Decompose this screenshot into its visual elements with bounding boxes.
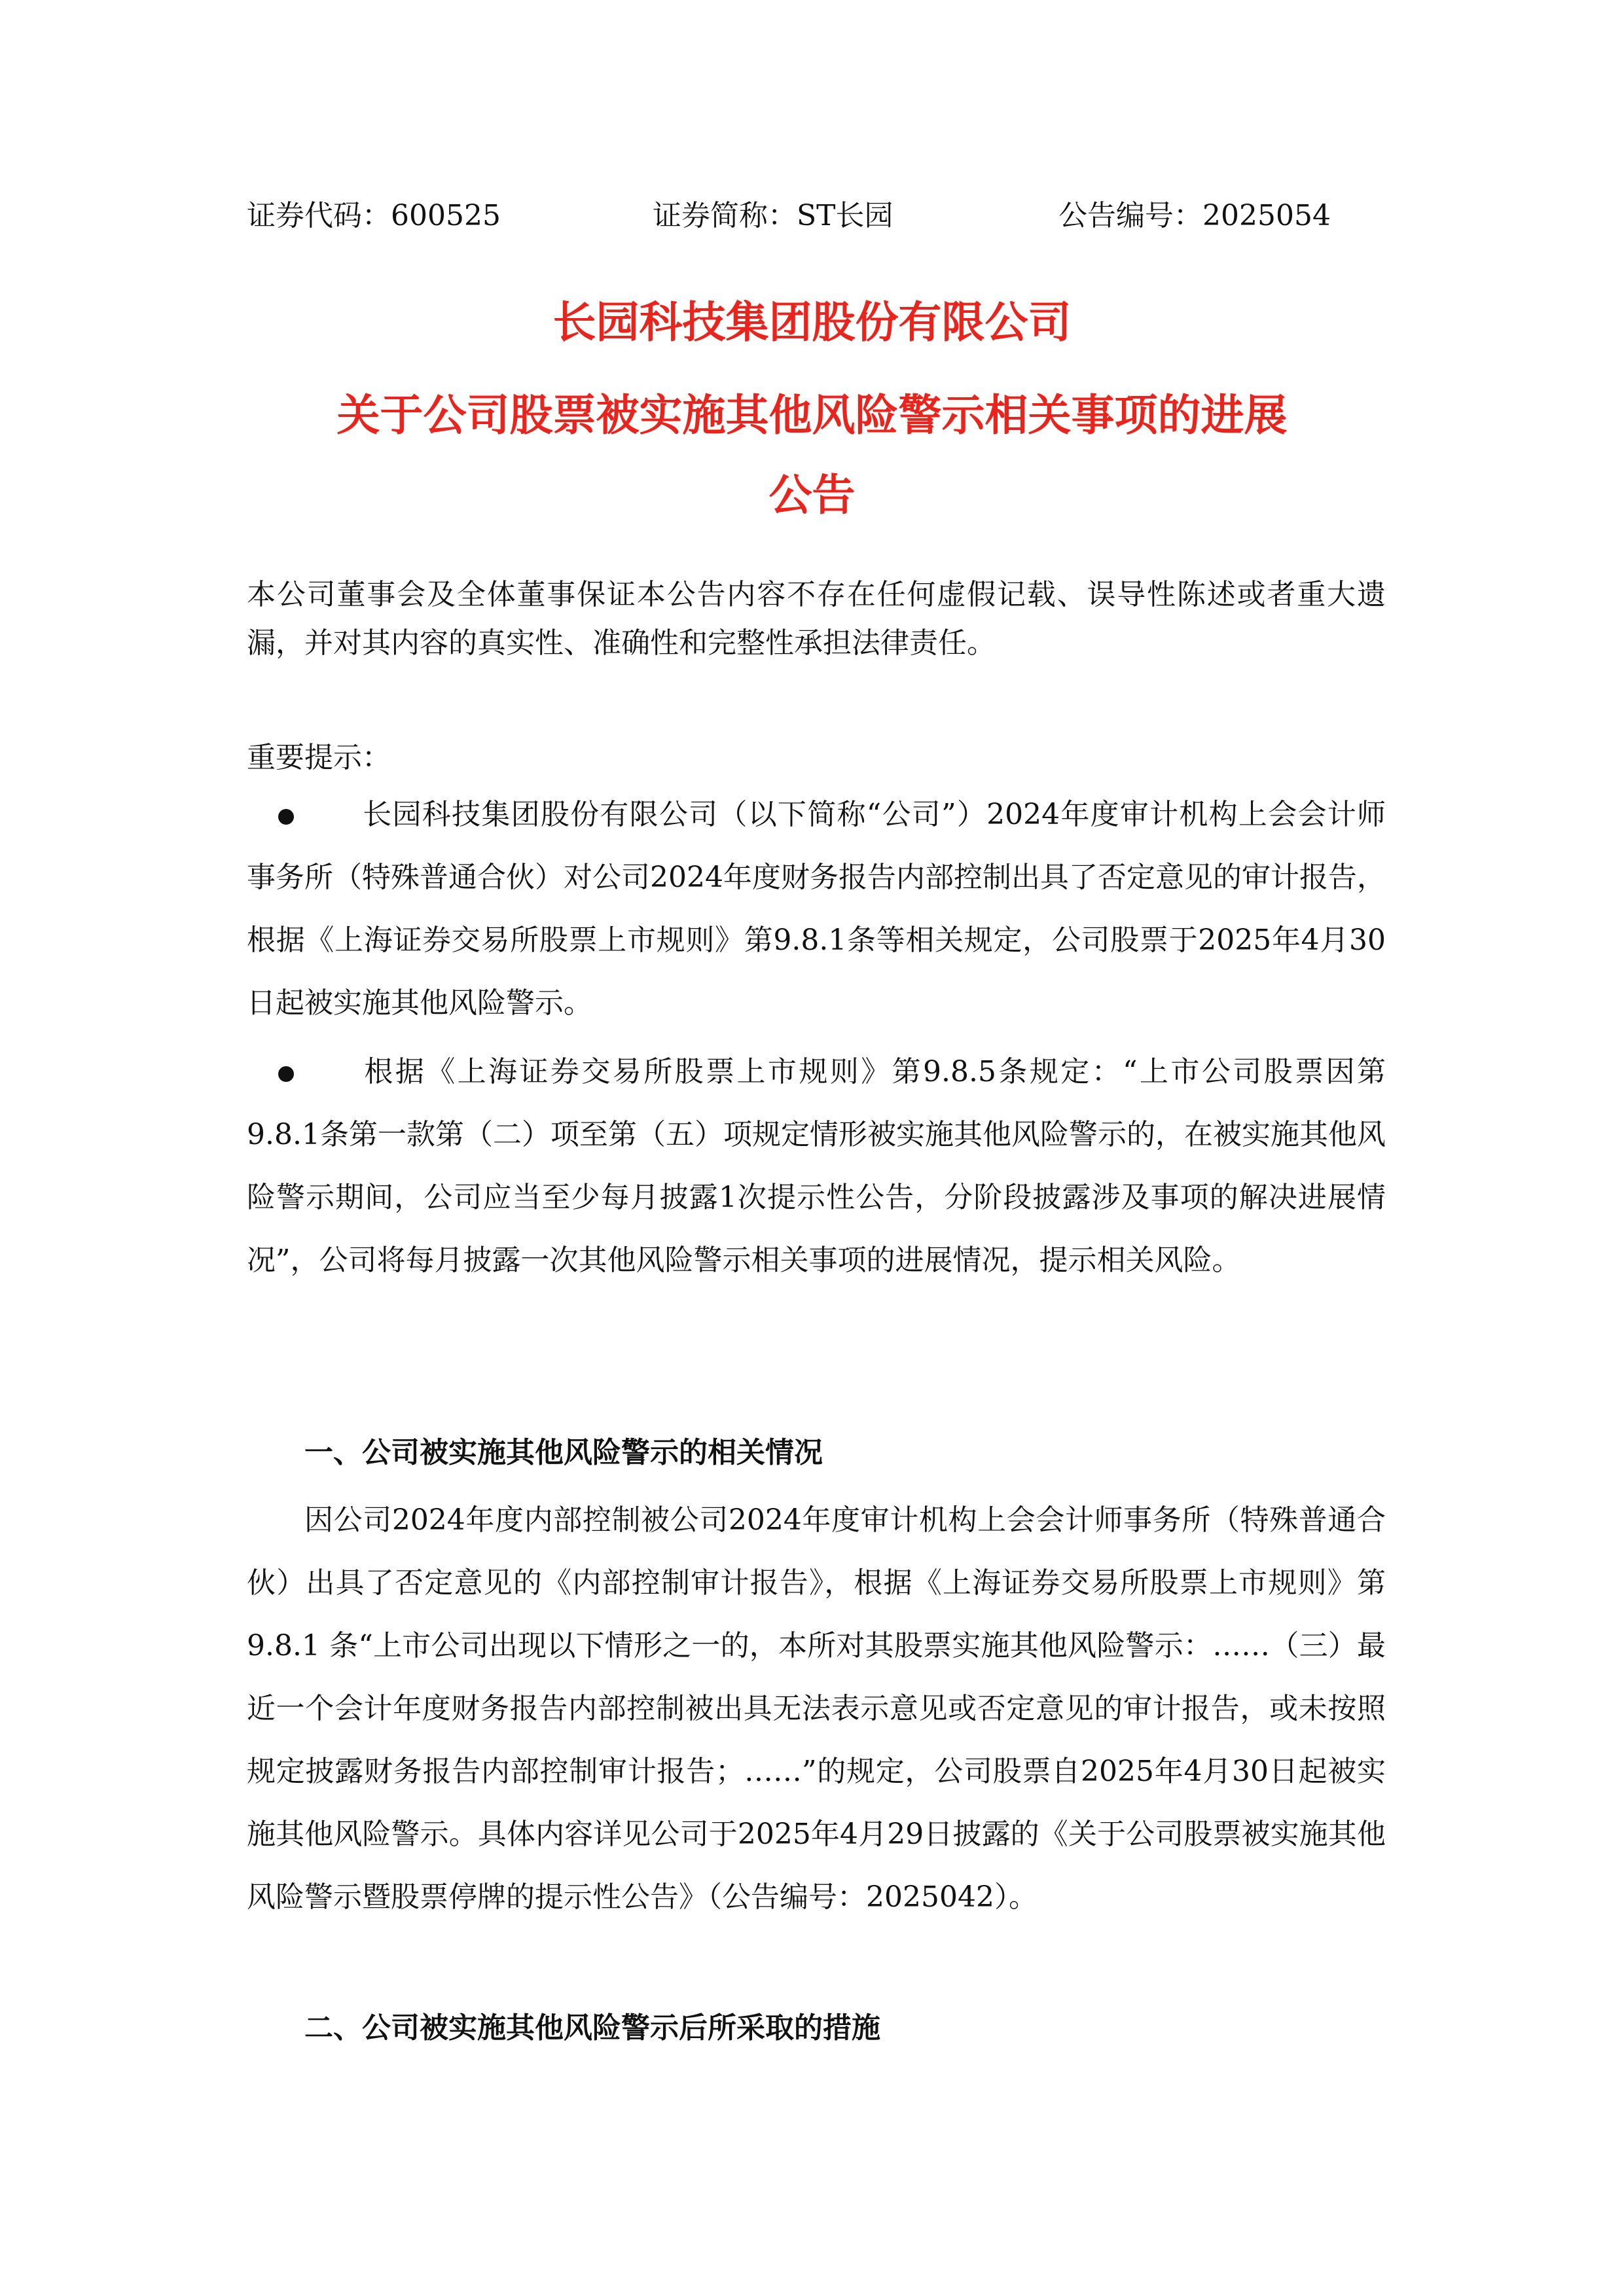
bullet-text: 长园科技集团股份有限公司（以下简称“公司”）2024年度审计机构上会会计师事务所（特殊普通合伙）对公司2024年度财务报告内部控制出具了否定意见的审计报告，根据《上海证券交易所股票上市规则》第9.8.1条等相关规定，公司股票于2025年4月30日起被实施其他风险警示。 — [247, 798, 1386, 1020]
important-bullet — [247, 1041, 1386, 1292]
stock-code: 证券代码：600525 — [247, 199, 501, 232]
important-bullet — [247, 783, 1386, 1035]
board-declaration: 本公司董事会及全体董事保证本公告内容不存在任何虚假记载、误导性陈述或者重大遗漏，并对其内容的真实性、准确性和完整性承担法律责任。 — [247, 578, 1386, 660]
document-header — [247, 196, 1386, 236]
section-heading: 二、公司被实施其他风险警示后所采取的措施 — [304, 2011, 880, 2045]
bullet-text: 根据《上海证券交易所股票上市规则》第9.8.5条规定：“上市公司股票因第9.8.1条第一款第（二）项至第（五）项规定情形被实施其他风险警示的，在被实施其他风险警示期间，公司应当至少每月披露1次提示性公告，分阶段披露涉及事项的解决进展情况”，公司将每月披露一次其他风险警示相关事项的进展情况，提示相关风险。 — [247, 1055, 1386, 1277]
notice-number: 公告编号：2025054 — [1058, 199, 1331, 232]
bullet-marker — [247, 783, 362, 846]
stock-name: 证券简称：ST长园 — [653, 199, 893, 232]
section-body: 因公司2024年度内部控制被公司2024年度审计机构上会会计师事务所（特殊普通合伙）出具了否定意见的《内部控制审计报告》，根据《上海证券交易所股票上市规则》第 9.8.1 条“上市公司出现以下情形之一的，本所对其股票实施其他风险警示：……（三）最近一个会计年度财务报告内部控制被出具无法表示意见或否定意见的审计报告，或未按照规定披露财务报告内部控制审计报告；……”的规定，公司股票自2025年4月30日起被实施其他风险警示。具体内容详见公司于2025年4月29日披露的《关于公司股票被实施其他风险警示暨股票停牌的提示性公告》（公告编号：2025042）。 — [247, 1503, 1386, 1914]
title-company: 长园科技集团股份有限公司 — [552, 297, 1072, 348]
bullet-marker — [247, 1041, 362, 1103]
important-notice-label: 重要提示： — [247, 741, 391, 774]
section-heading: 一、公司被实施其他风险警示的相关情况 — [304, 1436, 823, 1469]
title-subject: 关于公司股票被实施其他风险警示相关事项的进展 — [336, 390, 1288, 440]
title-suffix: 公告 — [768, 470, 856, 520]
